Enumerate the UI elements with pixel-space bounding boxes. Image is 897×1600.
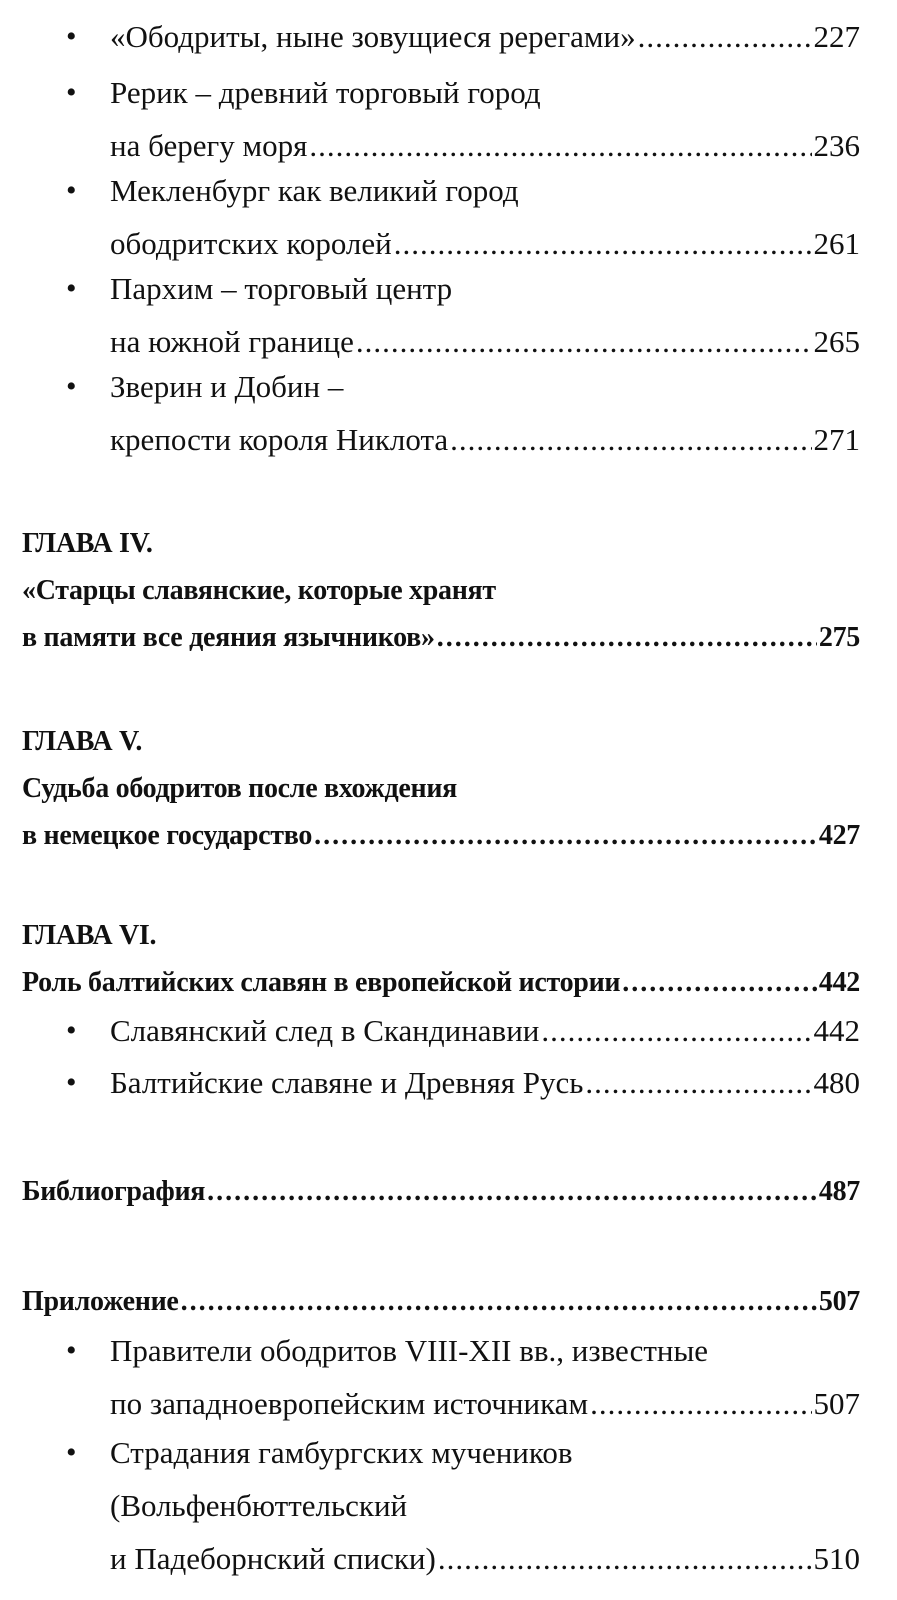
chapter-title: в немецкое государство [22, 820, 313, 851]
bullet-icon: • [66, 174, 77, 207]
dot-leader [438, 1532, 812, 1585]
chapter-heading: ГЛАВА V. [22, 726, 143, 757]
toc-page-number: 271 [813, 422, 860, 457]
toc-page-number: 510 [813, 1541, 860, 1576]
bullet-icon: • [66, 1014, 77, 1047]
toc-item-rulers[interactable] [68, 1324, 860, 1430]
toc-item-martyrs[interactable] [68, 1426, 860, 1585]
toc-item-title-line: Зверин и Добин – [110, 369, 344, 404]
appendix-title: Приложение [22, 1286, 179, 1317]
toc-item-title-line: (Вольфенбюттельский [110, 1488, 408, 1523]
dot-leader [638, 10, 812, 63]
toc-item-scandinavia[interactable] [68, 1004, 860, 1057]
toc-item-ancient-rus[interactable] [68, 1056, 860, 1109]
chapter-heading: ГЛАВА IV. [22, 528, 153, 559]
dot-leader [590, 1377, 811, 1430]
toc-chapter-4[interactable] [22, 520, 860, 661]
toc-item-title: на южной границе [110, 324, 354, 359]
dot-leader [450, 413, 811, 466]
bullet-icon: • [66, 1334, 77, 1367]
chapter-title-line: «Старцы славянские, которые хранят [22, 575, 496, 606]
bullet-icon: • [66, 370, 77, 403]
bibliography-title: Библиография [22, 1176, 206, 1207]
toc-item-title: на берегу моря [110, 128, 308, 163]
toc-item-obodrity[interactable] [68, 10, 860, 63]
toc-appendix[interactable] [22, 1278, 860, 1325]
toc-page-number: 507 [818, 1286, 860, 1317]
toc-item-rerik[interactable] [68, 66, 860, 172]
toc-item-parkhim[interactable] [68, 262, 860, 368]
toc-page-number: 487 [818, 1176, 860, 1207]
toc-page-number: 507 [813, 1386, 860, 1421]
chapter-title-line: Судьба ободритов после вхождения [22, 773, 457, 804]
toc-page-number: 236 [813, 128, 860, 163]
dot-leader [314, 812, 817, 859]
toc-page-number: 442 [813, 1013, 860, 1048]
toc-item-title: по западноевропейским источникам [110, 1386, 589, 1421]
toc-page-number: 427 [818, 820, 860, 851]
toc-item-title-line: Рерик – древний торговый город [110, 75, 541, 110]
toc-page-number: 480 [813, 1065, 860, 1100]
bullet-icon: • [66, 1436, 77, 1469]
toc-page-number: 227 [813, 19, 860, 54]
toc-item-title-line: Мекленбург как великий город [110, 173, 519, 208]
toc-item-zverin[interactable] [68, 360, 860, 466]
toc-page-number: 261 [813, 226, 860, 261]
chapter-heading: ГЛАВА VI. [22, 920, 157, 951]
toc-chapter-6[interactable] [22, 912, 860, 1006]
toc-item-meklenburg[interactable] [68, 164, 860, 270]
chapter-title: в памяти все деяния язычников» [22, 622, 435, 653]
toc-item-title-line: Страдания гамбургских мучеников [110, 1435, 573, 1470]
dot-leader [622, 959, 817, 1006]
dot-leader [207, 1168, 817, 1215]
dot-leader [585, 1056, 811, 1109]
dot-leader [181, 1278, 817, 1325]
toc-page-number: 275 [818, 622, 860, 653]
toc-item-title: ободритских королей [110, 226, 392, 261]
toc-page-number: 265 [813, 324, 860, 359]
toc-item-title: «Ободриты, ныне зовущиеся ререгами» [110, 19, 636, 54]
bullet-icon: • [66, 1066, 77, 1099]
bullet-icon: • [66, 20, 77, 53]
toc-item-title: крепости короля Никлота [110, 422, 449, 457]
toc-item-title: Славянский след в Скандинавии [110, 1013, 540, 1048]
dot-leader [437, 614, 817, 661]
toc-bibliography[interactable] [22, 1168, 860, 1215]
bullet-icon: • [66, 76, 77, 109]
chapter-title: Роль балтийских славян в европейской истории [22, 967, 621, 998]
toc-item-title: и Падеборнский списки) [110, 1541, 436, 1576]
toc-chapter-5[interactable] [22, 718, 860, 859]
bullet-icon: • [66, 272, 77, 305]
toc-item-title: Балтийские славяне и Древняя Русь [110, 1065, 584, 1100]
dot-leader [541, 1004, 811, 1057]
toc-item-title-line: Пархим – торговый центр [110, 271, 453, 306]
toc-page-number: 442 [818, 967, 860, 998]
toc-item-title-line: Правители ободритов VIII-XII вв., известные [110, 1333, 709, 1368]
